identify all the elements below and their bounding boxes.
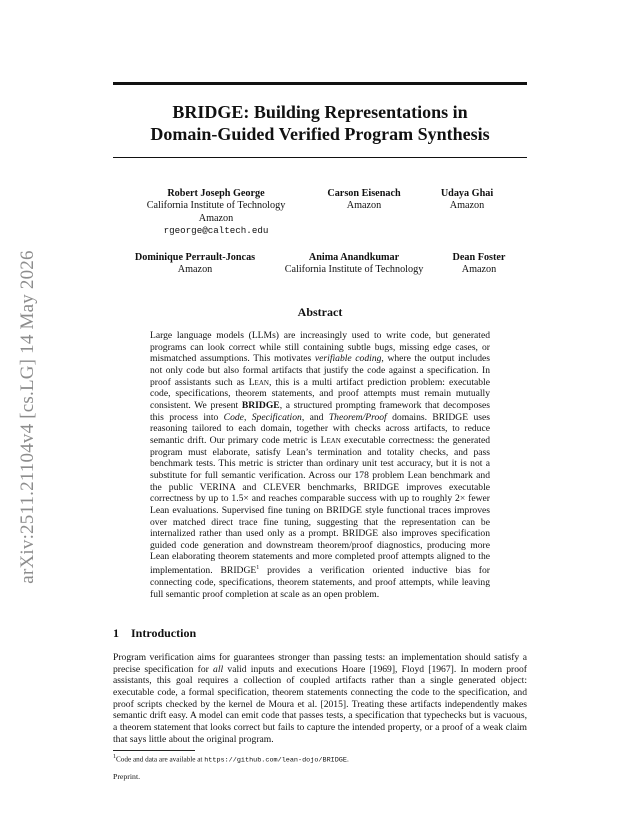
abstract-text: ,: [243, 411, 252, 423]
author-name: Carson Eisenach: [327, 188, 401, 199]
abstract-text: , where the output includes not only code but also formal artifacts that justify the code against a specification. In proof assistants such as: [150, 353, 490, 388]
section-heading: [113, 626, 196, 641]
author-affiliation: California Institute of Technology: [284, 264, 424, 276]
footnote-text: .: [346, 755, 349, 764]
author-name: Udaya Ghai: [440, 188, 494, 199]
section-title: Introduction: [131, 626, 197, 640]
abstract-bold: BRIDGE: [241, 399, 280, 411]
abstract-emphasis: Specification: [251, 411, 302, 423]
arxiv-identifier: [14, 222, 42, 612]
author-block-1: [147, 188, 286, 237]
abstract-text: provides a verification oriented inductive bias for connecting code, specifications, theorem statements, and proof attempts, while leaving full semantic proof completion at scale as an open problem.: [150, 565, 490, 600]
abstract-emphasis: verifiable coding: [314, 353, 382, 365]
title-top-rule: [113, 82, 527, 85]
lean-smallcaps: Lean: [248, 376, 269, 388]
author-block-5: [285, 252, 424, 277]
author-affiliation: Amazon: [461, 264, 497, 276]
abstract-emphasis: Theorem/Proof: [328, 411, 387, 423]
author-name: Dean Foster: [452, 252, 506, 263]
author-name: Robert Joseph George: [167, 188, 265, 199]
abstract-text: , this is a multi artifact prediction problem: executable code, specifications, theorem statements, and proof attempts must remain mutually consistent. We present: [150, 376, 490, 411]
abstract-text: Large language models (LLMs) are increasingly used to write code, but generated programs can look correct while still containing subtle bugs, missing edge cases, or mismatched assumptions. This motivates: [150, 330, 490, 365]
section-number: 1: [113, 626, 119, 640]
abstract-text: executable correctness: the generated program must elaborate, satisfy Lean’s termination and totality checks, and pass benchmark tests. This metric is stricter than ordinary unit test accuracy, but it is not a substitute for full semantic verification. Across our 178 problem Lean benchmark and the public VERINA and CLEVER benchmarks, BRIDGE improves executable correctness by up to 1.5× and reaches comparable success with up to roughly 2× fewer Lean evaluations. Supervised fine tuning on BRIDGE style functional traces improves over matched direct trace fine tuning, suggesting that the representation can be internalized rather than used only as a prompt. BRIDGE also improves specification guided code generation and downstream theorem/proof diagnostics, producing more Lean elaborating theorem statements and more completed proof attempts aligned to the implementation. BRIDGE: [150, 434, 490, 577]
title-bottom-rule: [113, 157, 527, 158]
author-email: rgeorge@caltech.edu: [163, 224, 269, 236]
author-block-6: [453, 252, 506, 277]
intro-text: valid inputs and executions Hoare [1969], Floyd [1967]. In modern proof assistants, this goal requires a collection of coupled artifacts rather than a single generated object: executable code, a formal specification, theorem statements connecting the code to the specification, and proof scripts checked by the kernel de Moura et al. [2015]. Treating these artifacts independently makes semantic drift easy. A model can emit code that passes tests, a specification that typechecks but is vacuous, a theorem statement that looks correct but fails to capture the intended property, or a proof of a weak claim that says little about the original program.: [113, 663, 527, 745]
author-affiliation: Amazon: [177, 264, 213, 276]
author-name: Dominique Perrault-Joncas: [134, 252, 256, 263]
introduction-body: [113, 652, 527, 745]
abstract-text: , and: [301, 411, 329, 423]
abstract-heading: Abstract: [297, 305, 343, 319]
abstract-paragraph: [150, 330, 490, 600]
abstract-emphasis: Code: [223, 411, 244, 423]
footnote-url-link[interactable]: https://github.com/lean-dojo/BRIDGE: [204, 756, 347, 765]
intro-paragraph: [113, 652, 527, 745]
author-affiliation: Amazon: [449, 200, 485, 212]
footnote-text: Code and data are available at: [116, 755, 205, 764]
footnote: [113, 754, 349, 764]
author-block-2: [327, 188, 400, 213]
author-block-3: [441, 188, 493, 213]
footnote-rule: [113, 750, 195, 751]
footnote-number: 1: [113, 754, 116, 760]
preprint-label: Preprint.: [113, 772, 141, 781]
author-affiliation: Amazon: [346, 200, 382, 212]
title-line-1: BRIDGE: Building Representations in: [172, 102, 468, 122]
arxiv-identifier-text: arXiv:2511.21104v4 [cs.LG] 14 May 2026: [17, 250, 38, 584]
lean-smallcaps: Lean: [320, 434, 341, 446]
footnote-marker[interactable]: 1: [256, 565, 260, 572]
author-affiliation: California Institute of Technology: [146, 200, 286, 212]
paper-title: [113, 101, 527, 145]
abstract-body: [150, 330, 490, 600]
title-line-2: Domain-Guided Verified Program Synthesis: [150, 124, 490, 144]
intro-emphasis: all: [213, 663, 224, 675]
author-block-4: [135, 252, 255, 277]
abstract-text: domains. BRIDGE uses reasoning tailored to each domain, together with checks across artifacts, to reduce semantic drift. Our primary code metric is: [150, 411, 490, 446]
author-affiliation: Amazon: [198, 212, 234, 224]
abstract-text: , a structured prompting framework that decomposes this process into: [150, 399, 490, 423]
author-name: Anima Anandkumar: [308, 252, 400, 263]
intro-text: Program verification aims for guarantees stronger than passing tests: an implementation should satisfy a precise specification for: [113, 652, 527, 675]
